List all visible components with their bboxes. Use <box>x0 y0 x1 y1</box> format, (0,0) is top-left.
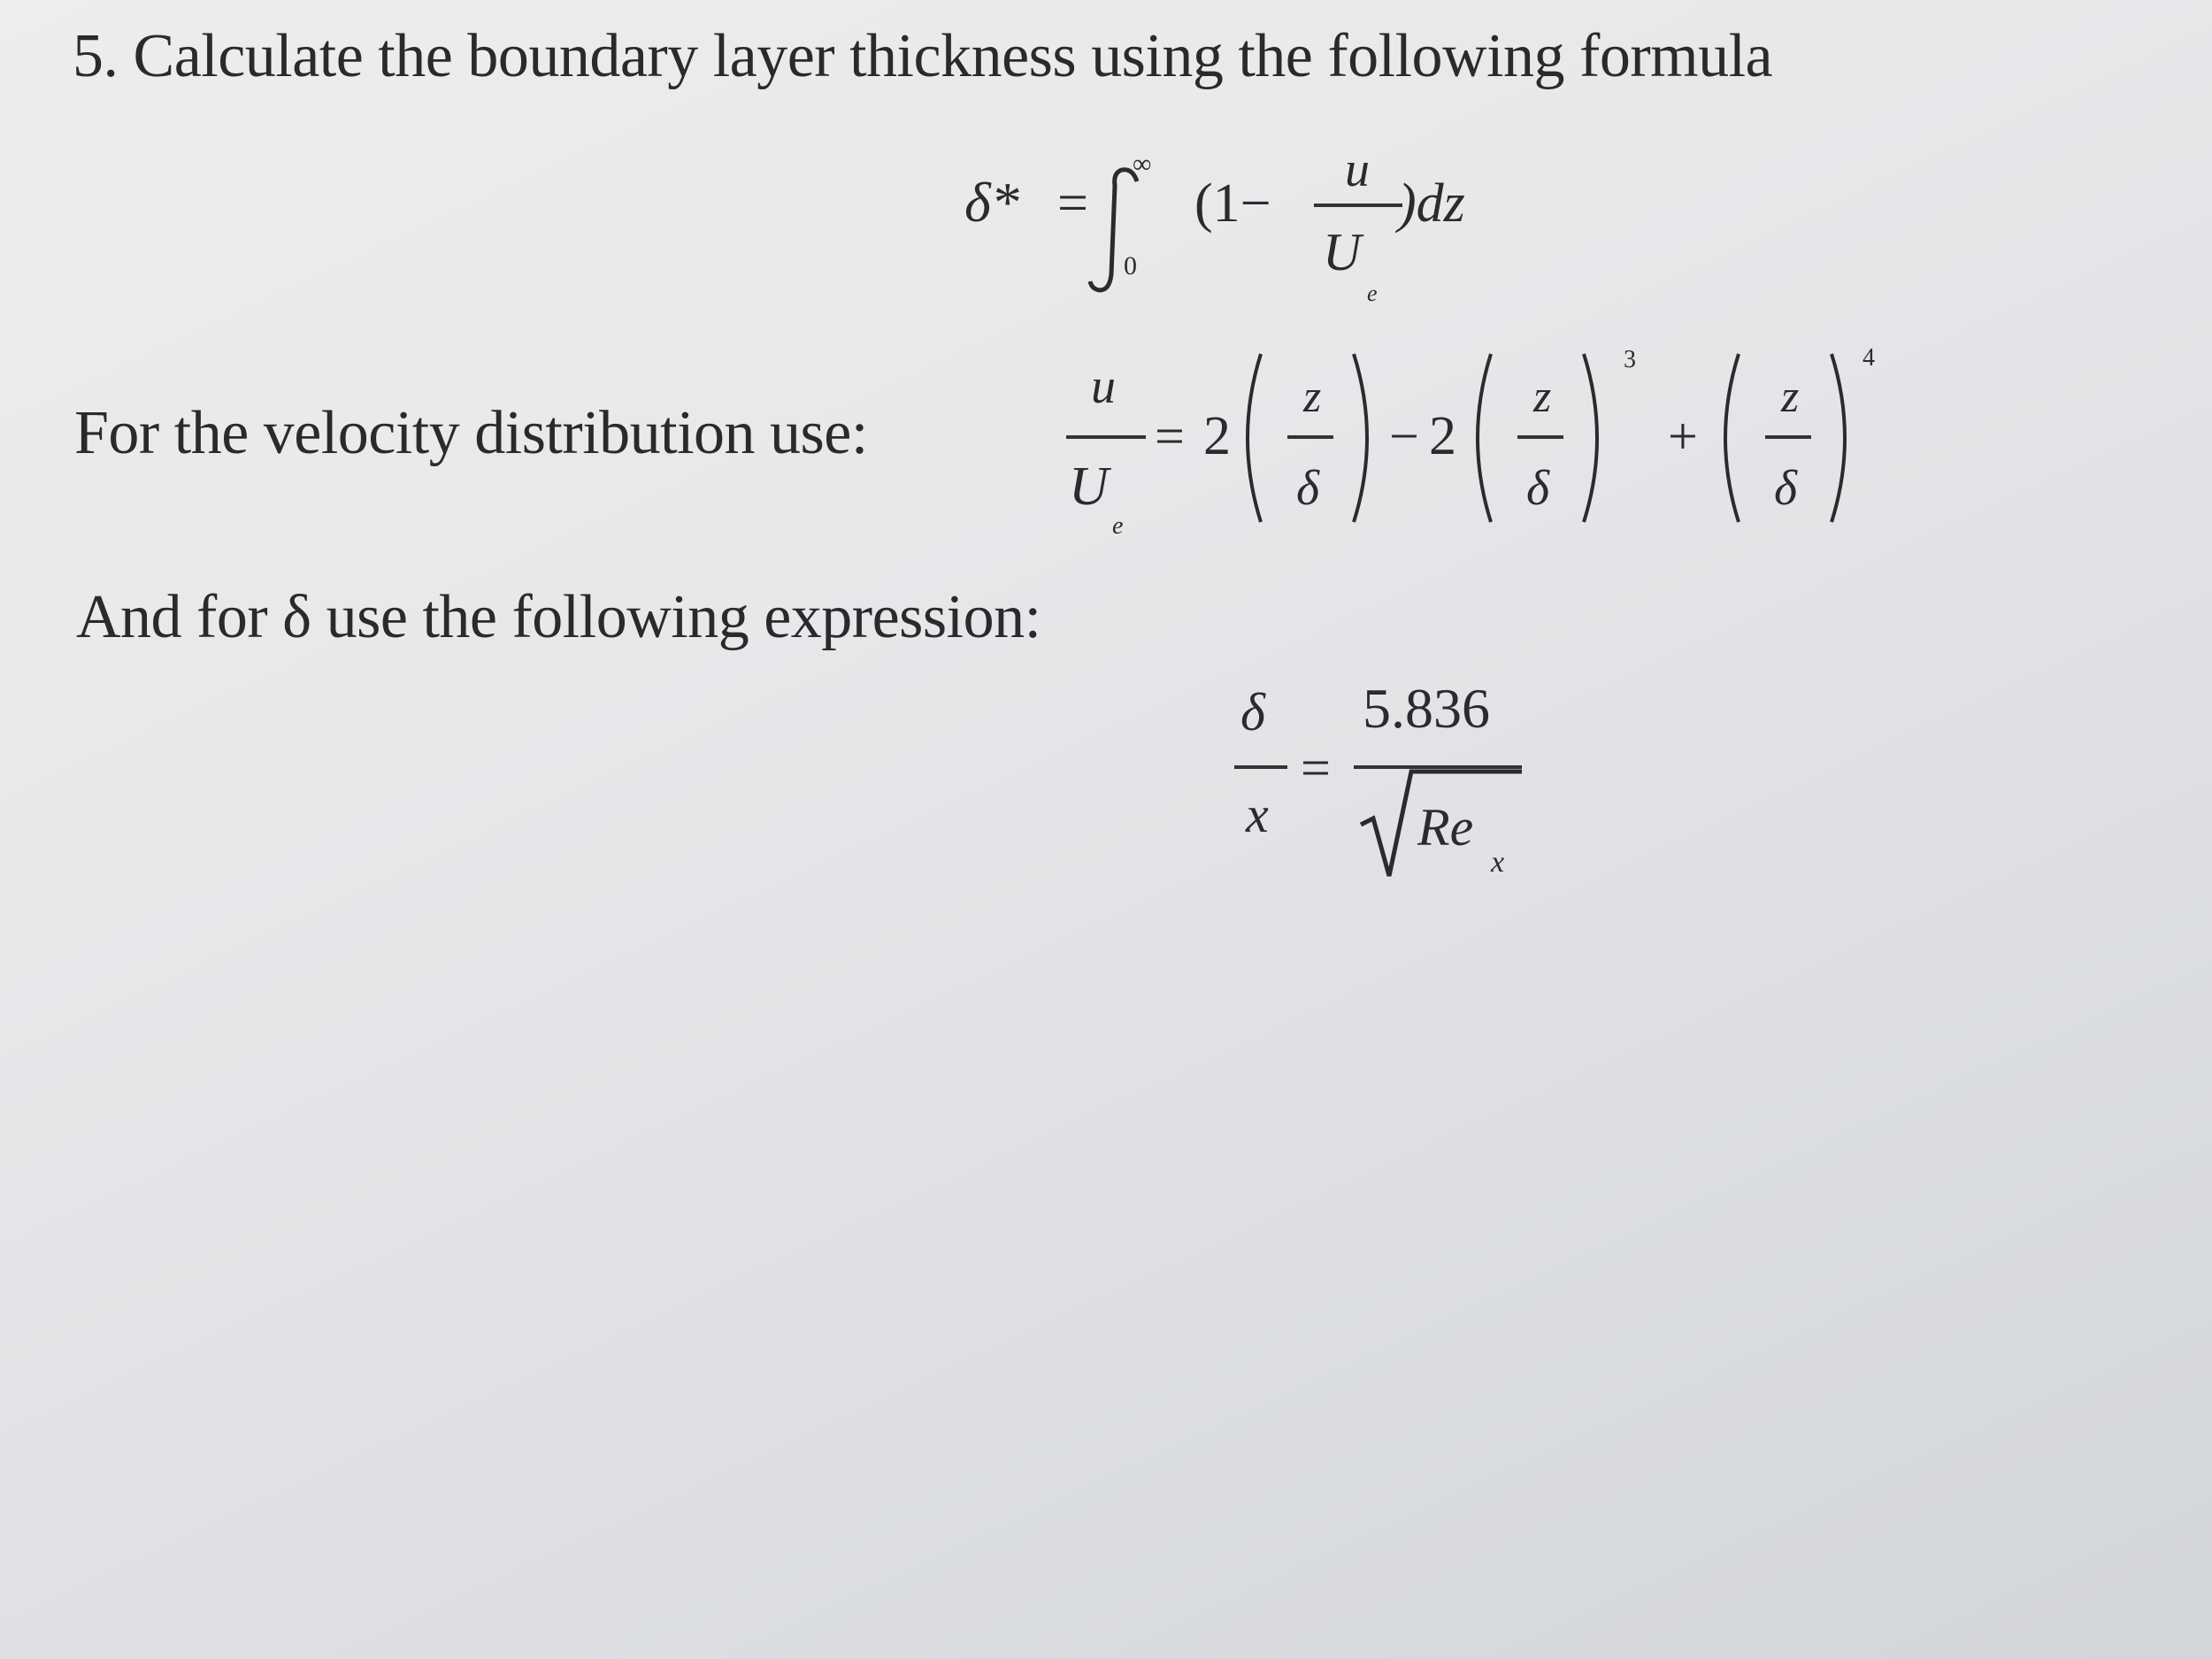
eq2-numerator: u <box>1091 359 1116 414</box>
delta-expression-label: And for δ use the following expression: <box>76 583 1041 651</box>
velocity-distribution-label: For the velocity distribution use: <box>74 399 868 467</box>
term1-bar <box>1287 435 1333 439</box>
eq2-equals: = <box>1155 407 1185 465</box>
boundary-layer-thickness-equation <box>1221 672 1557 894</box>
eq3-rhs-numerator: 5.836 <box>1363 677 1490 740</box>
eq2-minus: − <box>1389 407 1419 465</box>
term3-exponent: 4 <box>1863 344 1875 372</box>
eq2-denominator: U <box>1069 457 1109 517</box>
eq1-lhs: δ* <box>964 171 1019 234</box>
eq3-equals: = <box>1301 739 1331 797</box>
eq3-rhs-denominator: Re <box>1417 798 1474 856</box>
paren-right-2 <box>1584 354 1597 522</box>
term3-z: z <box>1781 372 1800 422</box>
eq3-denominator: x <box>1246 786 1269 843</box>
eq1-equals: = <box>1057 173 1088 234</box>
eq1-numerator: u <box>1345 142 1370 197</box>
paren-left-2 <box>1478 354 1491 522</box>
eq3-rhs-denominator-subscript: x <box>1491 846 1505 879</box>
paren-left-3 <box>1725 354 1739 522</box>
velocity-profile-equation <box>1048 341 1898 553</box>
term2-exponent: 3 <box>1624 346 1636 373</box>
term3-bar <box>1765 435 1811 439</box>
eq3-fraction-bar-right <box>1354 765 1522 769</box>
term2-delta: δ <box>1526 461 1550 516</box>
paren-right-3 <box>1832 354 1845 522</box>
eq1-lower-limit: 0 <box>1124 251 1137 280</box>
eq1-close: )dz <box>1398 173 1465 234</box>
eq2-plus: + <box>1668 407 1698 465</box>
eq3-numerator: δ <box>1240 683 1265 741</box>
eq2-denominator-subscript: e <box>1112 512 1124 540</box>
eq1-denominator: U <box>1323 223 1362 281</box>
eq2-coef2: 2 <box>1429 406 1456 466</box>
term3-delta: δ <box>1774 461 1798 516</box>
eq1-denominator-subscript: e <box>1367 280 1378 306</box>
term2-bar <box>1517 435 1563 439</box>
eq1-open-paren: (1− <box>1194 173 1271 234</box>
displacement-thickness-equation <box>956 133 1522 336</box>
eq2-coef1: 2 <box>1203 406 1231 466</box>
paren-left-1 <box>1248 354 1261 522</box>
eq2-fraction-bar <box>1066 435 1146 439</box>
eq1-fraction-bar <box>1314 204 1402 207</box>
eq3-fraction-bar-left <box>1234 765 1287 769</box>
question-title: 5. Calculate the boundary layer thickness using the following formula <box>73 22 1773 90</box>
term1-delta: δ <box>1296 461 1320 516</box>
term2-z: z <box>1533 372 1552 422</box>
paren-right-1 <box>1354 354 1367 522</box>
eq1-upper-limit: ∞ <box>1133 150 1152 179</box>
term1-z: z <box>1303 372 1322 422</box>
